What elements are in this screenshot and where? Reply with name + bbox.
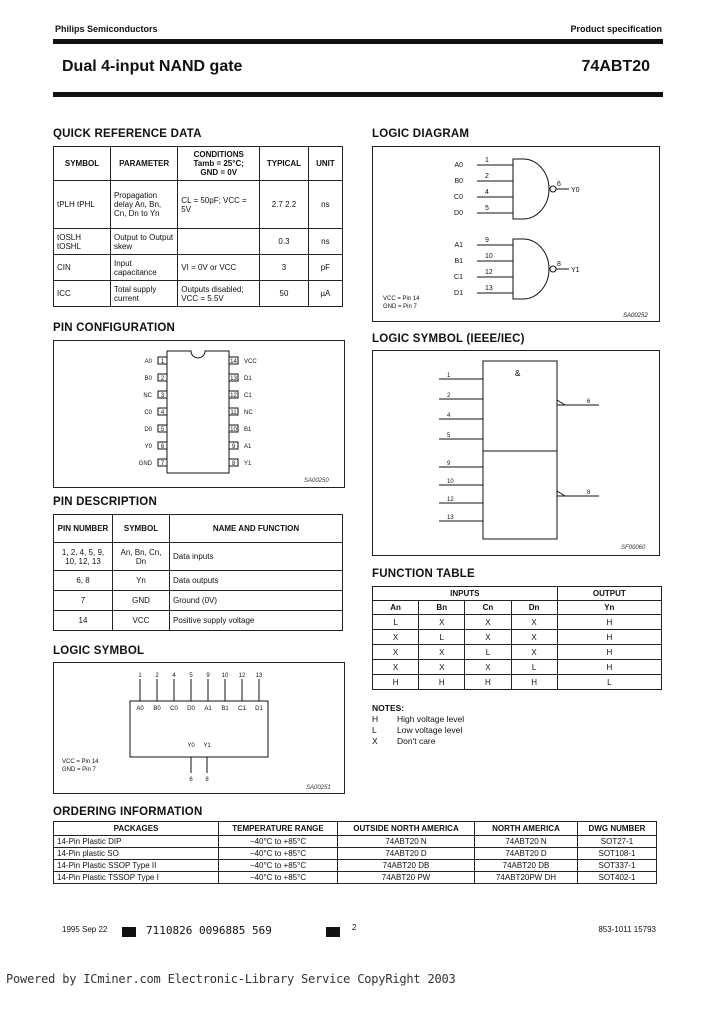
ls-pin-labels	[136, 673, 263, 783]
pin-right-number: 12	[230, 393, 237, 399]
pin-right-number: 10	[230, 427, 237, 433]
ls-input-name: B1	[221, 706, 229, 712]
pin-left-number: 4	[160, 410, 165, 416]
pin-left-number: 7	[160, 461, 165, 467]
ordering-cell: −40°C to +85°C	[219, 860, 338, 872]
footer-page: 2	[352, 923, 357, 932]
diag-pin-d1: 13	[485, 285, 493, 292]
pin-left-group	[139, 359, 165, 467]
iec-symbol-box	[372, 350, 660, 556]
diag-supply-vcc: VCC = Pin 14	[383, 296, 420, 302]
function-table	[372, 586, 662, 690]
diag-in-a0: A0	[454, 162, 463, 169]
conditions-sub-2: GND = 0V	[200, 168, 238, 177]
cell-symbol: VCC	[113, 611, 170, 631]
ordering-cell: −40°C to +85°C	[219, 848, 338, 860]
ls-input-pin: 1	[138, 673, 142, 679]
logic-diagram-box	[372, 146, 660, 322]
col-an: An	[373, 601, 419, 615]
logic-diagram-heading: LOGIC DIAGRAM	[372, 128, 470, 140]
part-number: 74ABT20	[581, 58, 650, 75]
function-cell: L	[373, 615, 419, 630]
note-key: X	[372, 736, 378, 746]
col-conditions	[178, 147, 260, 181]
ls-input-name: A0	[136, 706, 144, 712]
diag-in-a1: A1	[454, 242, 463, 249]
note-text: Low voltage level	[397, 725, 463, 735]
cell-conditions: Outputs disabled; VCC = 5.5V	[178, 281, 260, 307]
function-cell: L	[557, 675, 661, 690]
table-row	[54, 229, 343, 255]
pin-right-number: 9	[231, 444, 236, 450]
pin-right-name: D1	[244, 376, 252, 382]
notes-title: NOTES:	[372, 703, 405, 713]
ordering-cell: −40°C to +85°C	[219, 872, 338, 884]
ordering-cell: 74ABT20 D	[475, 848, 578, 860]
ordering-cell: 14-Pin Plastic TSSOP Type I	[54, 872, 219, 884]
cell-unit: ns	[308, 181, 342, 229]
ordering-cell: 14-Pin Plastic DIP	[54, 836, 219, 848]
ls-output-name: Y0	[187, 743, 195, 749]
iec-input-pin: 5	[447, 433, 451, 439]
diag-pin-a1: 9	[485, 237, 489, 244]
function-cell: H	[557, 645, 661, 660]
cell-name: Ground (0V)	[170, 591, 343, 611]
pin-right-number: 14	[230, 359, 237, 365]
table-row	[54, 872, 657, 884]
ordering-cell: 14-Pin Plastic SSOP Type II	[54, 860, 219, 872]
function-cell: X	[465, 630, 511, 645]
ls-input-name: B0	[153, 706, 161, 712]
cell-pin: 14	[54, 611, 113, 631]
cell-unit: ns	[308, 229, 342, 255]
function-cell: H	[465, 675, 511, 690]
cell-symbol: An, Bn, Cn, Dn	[113, 543, 170, 571]
pin-right-name: C1	[244, 393, 252, 399]
cell-unit: µA	[308, 281, 342, 307]
ordering-cell: 74ABT20 N	[338, 836, 475, 848]
cell-symbol: tOSLH tOSHL	[54, 229, 111, 255]
pin-left-name: GND	[138, 461, 152, 467]
ordering-cell: SOT402-1	[578, 872, 657, 884]
page-title: Dual 4-input NAND gate	[62, 58, 243, 75]
col-dwg-number: DWG NUMBER	[578, 822, 657, 836]
logic-symbol-heading: LOGIC SYMBOL	[53, 645, 145, 657]
cell-conditions	[178, 229, 260, 255]
ls-input-pin: 5	[189, 673, 193, 679]
ls-input-name: D1	[255, 706, 263, 712]
table-row	[373, 675, 662, 690]
ordering-cell: 74ABT20PW DH	[475, 872, 578, 884]
pin-left-name: C0	[144, 410, 152, 416]
ordering-cell: 14-Pin plastic SO	[54, 848, 219, 860]
pin-right-name: VCC	[244, 359, 257, 365]
ls-output-pin: 8	[205, 777, 209, 783]
cell-unit: pF	[308, 255, 342, 281]
col-bn: Bn	[419, 601, 465, 615]
pin-config-heading: PIN CONFIGURATION	[53, 322, 176, 334]
diag-in-b1: B1	[454, 258, 463, 265]
ls-input-pin: 13	[255, 673, 263, 679]
iec-input-pin: 1	[447, 373, 451, 379]
iec-input-pin: 12	[447, 497, 454, 503]
ls-input-name: C1	[238, 706, 246, 712]
pin-right-name: A1	[244, 444, 252, 450]
header-rule-bottom	[53, 92, 663, 97]
conditions-sub-1: Tamb = 25°C;	[193, 159, 244, 168]
function-cell: L	[465, 645, 511, 660]
table-row	[54, 543, 343, 571]
function-table-body	[373, 615, 662, 690]
cell-symbol: GND	[113, 591, 170, 611]
ls-input-name: A1	[204, 706, 212, 712]
col-group-inputs: INPUTS	[373, 587, 558, 601]
cell-symbol: tPLH tPHL	[54, 181, 111, 229]
iec-input-pin: 2	[447, 393, 451, 399]
iec-pin-labels	[447, 373, 591, 521]
ls-code: SA00251	[306, 785, 331, 791]
header-rule-top	[53, 39, 663, 44]
footer-date: 1995 Sep 22	[62, 925, 108, 934]
ls-output-name: Y1	[203, 743, 211, 749]
ordering-cell: 74ABT20 DB	[475, 860, 578, 872]
function-cell: X	[419, 645, 465, 660]
diag-pin-a0: 1	[485, 157, 489, 164]
iec-output-pin: 8	[587, 490, 591, 496]
col-typical: TYPICAL	[260, 147, 309, 181]
diag-pin-b0: 2	[485, 173, 489, 180]
ordering-heading: ORDERING INFORMATION	[53, 806, 203, 818]
diag-in-c0: C0	[454, 194, 463, 201]
col-pin-number: PIN NUMBER	[54, 515, 113, 543]
ordering-cell: SOT27-1	[578, 836, 657, 848]
note-key: L	[372, 725, 377, 735]
table-row	[54, 181, 343, 229]
ls-output-pin: 6	[189, 777, 193, 783]
ordering-cell: 74ABT20 PW	[338, 872, 475, 884]
diag-code: SA00252	[623, 313, 648, 319]
pin-desc-heading: PIN DESCRIPTION	[53, 496, 157, 508]
ls-input-name: D0	[187, 706, 195, 712]
function-cell: X	[511, 630, 557, 645]
pin-left-number: 2	[160, 376, 165, 382]
ordering-cell: 74ABT20 D	[338, 848, 475, 860]
diag-pin-d0: 5	[485, 205, 489, 212]
function-cell: H	[557, 660, 661, 675]
logic-diagram-svg	[373, 147, 659, 321]
barcode-block-left	[122, 927, 136, 937]
iec-gate-mark: &	[515, 369, 521, 378]
logic-symbol-box	[53, 662, 345, 794]
col-symbol: SYMBOL	[113, 515, 170, 543]
quick-ref-heading: QUICK REFERENCE DATA	[53, 128, 202, 140]
pin-left-name: A0	[144, 359, 152, 365]
diag-pin-c0: 4	[485, 189, 489, 196]
col-dn: Dn	[511, 601, 557, 615]
pin-right-name: NC	[244, 410, 253, 416]
pin-left-name: NC	[143, 393, 152, 399]
cell-typical: 0.3	[260, 229, 309, 255]
function-cell: L	[419, 630, 465, 645]
logic-symbol-svg	[54, 663, 344, 793]
table-row	[373, 645, 662, 660]
col-cn: Cn	[465, 601, 511, 615]
ls-input-pin: 2	[155, 673, 159, 679]
col-parameter: PARAMETER	[110, 147, 177, 181]
diag-pin-y0: 6	[557, 181, 561, 188]
function-cell: X	[373, 645, 419, 660]
cell-conditions: VI = 0V or VCC	[178, 255, 260, 281]
pin-right-number: 8	[231, 461, 236, 467]
diag-out-y1: Y1	[571, 267, 580, 274]
cell-typical: 2.7 2.2	[260, 181, 309, 229]
pin-right-name: B1	[244, 427, 252, 433]
cell-parameter: Propagation delay An, Bn, Cn, Dn to Yn	[110, 181, 177, 229]
table-row	[54, 571, 343, 591]
ordering-cell: −40°C to +85°C	[219, 836, 338, 848]
note-text: High voltage level	[397, 714, 465, 724]
pin-left-number: 5	[160, 427, 165, 433]
cell-pin: 7	[54, 591, 113, 611]
pin-left-name: D0	[144, 427, 152, 433]
diag-in-b0: B0	[454, 178, 463, 185]
pin-left-number: 1	[160, 359, 165, 365]
cell-name: Data outputs	[170, 571, 343, 591]
cell-name: Data inputs	[170, 543, 343, 571]
function-cell: X	[465, 660, 511, 675]
iec-input-pin: 10	[447, 479, 454, 485]
table-row	[373, 660, 662, 675]
function-cell: X	[373, 630, 419, 645]
cell-parameter: Total supply current	[110, 281, 177, 307]
footer-docnum: 853-1011 15793	[598, 925, 656, 934]
col-temperature: TEMPERATURE RANGE	[219, 822, 338, 836]
diag-pin-y1: 8	[557, 261, 561, 268]
table-row	[54, 255, 343, 281]
cell-name: Positive supply voltage	[170, 611, 343, 631]
col-packages: PACKAGES	[54, 822, 219, 836]
ordering-cell: 74ABT20 N	[475, 836, 578, 848]
col-name-function: NAME AND FUNCTION	[170, 515, 343, 543]
col-north-america: NORTH AMERICA	[475, 822, 578, 836]
col-yn: Yn	[557, 601, 661, 615]
function-cell: X	[511, 645, 557, 660]
cell-parameter: Output to Output skew	[110, 229, 177, 255]
cell-pin: 1, 2, 4, 5, 9, 10, 12, 13	[54, 543, 113, 571]
cell-conditions: CL = 50pF; VCC = 5V	[178, 181, 260, 229]
pin-config-box	[53, 340, 345, 488]
pin-right-number: 13	[230, 376, 237, 382]
table-row	[54, 848, 657, 860]
diag-supply-gnd: GND = Pin 7	[383, 304, 417, 310]
diag-in-c1: C1	[454, 274, 463, 281]
function-cell: X	[373, 660, 419, 675]
cell-symbol: CIN	[54, 255, 111, 281]
col-group-output: OUTPUT	[557, 587, 661, 601]
function-cell: H	[419, 675, 465, 690]
ordering-body	[54, 836, 657, 884]
pin-desc-table	[53, 514, 343, 631]
pin-config-svg	[54, 341, 344, 487]
table-row	[54, 611, 343, 631]
ls-supply-vcc: VCC = Pin 14	[62, 759, 99, 765]
pin-left-number: 6	[160, 444, 165, 450]
note-key: H	[372, 714, 379, 724]
nand-gate-1	[513, 239, 549, 299]
function-cell: H	[511, 675, 557, 690]
note-text: Don't care	[397, 736, 436, 746]
ordering-cell: SOT108-1	[578, 848, 657, 860]
iec-input-pin: 4	[447, 413, 451, 419]
diag-out-y0: Y0	[571, 187, 580, 194]
inverter-bubble-1	[550, 266, 556, 272]
table-row	[54, 281, 343, 307]
function-cell: X	[511, 615, 557, 630]
cell-pin: 6, 8	[54, 571, 113, 591]
ls-input-name: C0	[170, 706, 178, 712]
function-cell: X	[419, 660, 465, 675]
cell-symbol: ICC	[54, 281, 111, 307]
cell-typical: 3	[260, 255, 309, 281]
table-row	[54, 591, 343, 611]
ordering-cell: 74ABT20 DB	[338, 860, 475, 872]
company-name: Philips Semiconductors	[55, 24, 158, 34]
ls-input-pin: 10	[221, 673, 229, 679]
ls-input-pin: 12	[238, 673, 246, 679]
nand-gate-0	[513, 159, 549, 219]
conditions-title: CONDITIONS	[193, 150, 244, 159]
iec-output-pin: 6	[587, 399, 591, 405]
function-table-heading: FUNCTION TABLE	[372, 568, 475, 580]
pin-left-name: B0	[144, 376, 152, 382]
col-symbol: SYMBOL	[54, 147, 111, 181]
pin-right-group	[230, 359, 257, 467]
function-cell: H	[373, 675, 419, 690]
inverter-bubble-0	[550, 186, 556, 192]
pin-right-name: Y1	[244, 461, 252, 467]
ls-input-pin: 9	[206, 673, 210, 679]
function-cell: H	[557, 615, 661, 630]
iec-input-pin: 13	[447, 515, 454, 521]
pin-right-number: 11	[230, 410, 237, 416]
diag-in-d0: D0	[454, 210, 463, 217]
ls-pin-lines	[140, 679, 259, 773]
iec-input-pin: 9	[447, 461, 451, 467]
col-unit: UNIT	[308, 147, 342, 181]
function-cell: H	[557, 630, 661, 645]
iec-symbol-svg	[373, 351, 659, 555]
diag-pin-b1: 10	[485, 253, 493, 260]
ordering-cell: SOT337-1	[578, 860, 657, 872]
iec-output-flag	[557, 491, 565, 496]
table-row	[54, 836, 657, 848]
iec-pin-lines	[439, 379, 599, 521]
pin-left-number: 3	[160, 393, 165, 399]
diag-pin-c1: 12	[485, 269, 493, 276]
table-row	[373, 615, 662, 630]
iec-gate-box	[483, 361, 557, 539]
table-row	[54, 860, 657, 872]
dip-package	[167, 351, 229, 473]
pin-left-name: Y0	[144, 444, 152, 450]
function-cell: X	[419, 615, 465, 630]
ls-input-pin: 4	[172, 673, 176, 679]
footer-powered: Powered by ICminer.com Electronic-Library Service CopyRight 2003	[6, 972, 456, 986]
footer-barcode: 7110826 0096885 569	[146, 924, 272, 937]
document-type: Product specification	[570, 24, 662, 34]
cell-typical: 50	[260, 281, 309, 307]
iec-symbol-heading: LOGIC SYMBOL (IEEE/IEC)	[372, 333, 525, 345]
table-row	[373, 630, 662, 645]
function-cell: L	[511, 660, 557, 675]
barcode-block-right	[326, 927, 340, 937]
function-cell: X	[465, 615, 511, 630]
logic-symbol-body	[130, 701, 268, 757]
quick-ref-table	[53, 146, 343, 307]
cell-symbol: Yn	[113, 571, 170, 591]
ordering-table	[53, 821, 657, 884]
col-outside-na: OUTSIDE NORTH AMERICA	[338, 822, 475, 836]
cell-parameter: Input capacitance	[110, 255, 177, 281]
iec-output-flag	[557, 400, 565, 405]
pin-config-code: SA00250	[304, 478, 329, 484]
diag-in-d1: D1	[454, 290, 463, 297]
ls-supply-gnd: GND = Pin 7	[62, 767, 96, 773]
iec-code: SF00060	[621, 545, 646, 551]
